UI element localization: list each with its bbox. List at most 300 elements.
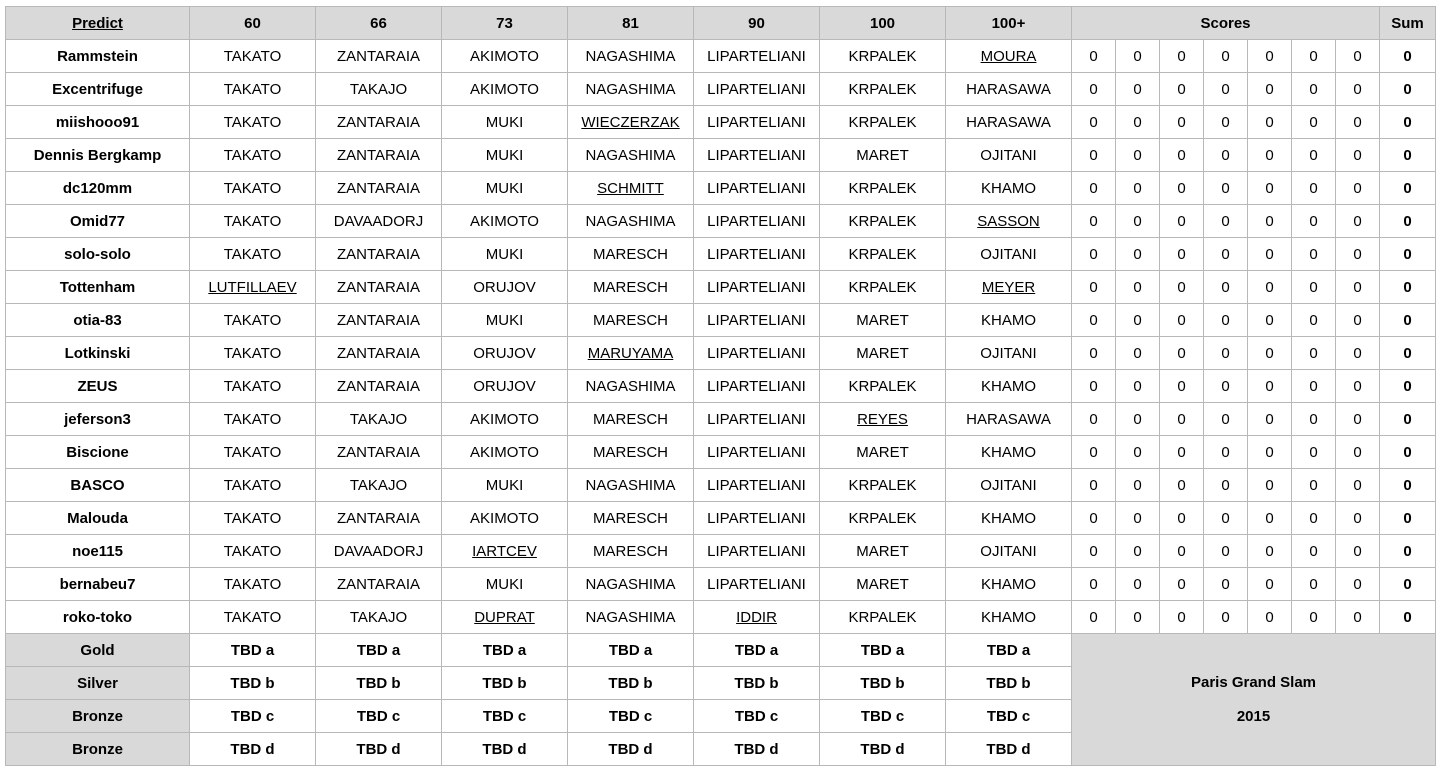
medal-label-cell[interactable]: Gold	[6, 634, 190, 667]
score-cell[interactable]: 0	[1072, 502, 1116, 535]
score-cell[interactable]: 0	[1248, 205, 1292, 238]
score-cell[interactable]: 0	[1292, 469, 1336, 502]
score-cell[interactable]: 0	[1160, 271, 1204, 304]
player-name-cell[interactable]: BASCO	[6, 469, 190, 502]
player-name-cell[interactable]: bernabeu7	[6, 568, 190, 601]
score-cell[interactable]: 0	[1292, 535, 1336, 568]
pick-cell[interactable]	[568, 172, 694, 205]
medal-result-cell[interactable]: TBD a	[820, 634, 946, 667]
pick-cell[interactable]	[442, 337, 568, 370]
sum-cell[interactable]: 0	[1380, 502, 1436, 535]
pick-cell[interactable]	[694, 502, 820, 535]
score-cell[interactable]: 0	[1248, 337, 1292, 370]
medal-label-cell[interactable]: Silver	[6, 667, 190, 700]
pick-cell[interactable]	[694, 469, 820, 502]
score-cell[interactable]: 0	[1160, 73, 1204, 106]
medal-result-cell[interactable]: TBD a	[568, 634, 694, 667]
medal-result-cell[interactable]: TBD a	[316, 634, 442, 667]
score-cell[interactable]: 0	[1292, 337, 1336, 370]
player-name-cell[interactable]: miishooo91	[6, 106, 190, 139]
pick-cell[interactable]	[190, 172, 316, 205]
score-cell[interactable]: 0	[1204, 73, 1248, 106]
pick-cell[interactable]	[946, 238, 1072, 271]
medal-result-cell[interactable]: TBD d	[820, 733, 946, 766]
score-cell[interactable]: 0	[1160, 172, 1204, 205]
pick-cell[interactable]	[190, 205, 316, 238]
score-cell[interactable]: 0	[1248, 370, 1292, 403]
score-cell[interactable]: 0	[1336, 238, 1380, 271]
pick-cell[interactable]	[190, 139, 316, 172]
pick-cell[interactable]	[694, 40, 820, 73]
score-cell[interactable]: 0	[1116, 238, 1160, 271]
pick-cell[interactable]	[316, 205, 442, 238]
pick-cell[interactable]	[946, 40, 1072, 73]
player-name-cell[interactable]: Omid77	[6, 205, 190, 238]
pick-cell[interactable]	[316, 436, 442, 469]
score-cell[interactable]: 0	[1204, 40, 1248, 73]
score-cell[interactable]: 0	[1292, 205, 1336, 238]
pick-cell[interactable]	[820, 568, 946, 601]
pick-cell[interactable]	[442, 370, 568, 403]
pick-cell[interactable]	[694, 370, 820, 403]
pick-cell[interactable]	[316, 403, 442, 436]
score-cell[interactable]: 0	[1116, 304, 1160, 337]
pick-cell[interactable]	[442, 535, 568, 568]
score-cell[interactable]: 0	[1072, 172, 1116, 205]
player-name-cell[interactable]: jeferson3	[6, 403, 190, 436]
pick-cell[interactable]	[442, 238, 568, 271]
sum-cell[interactable]: 0	[1380, 337, 1436, 370]
medal-result-cell[interactable]: TBD c	[820, 700, 946, 733]
weight-header[interactable]: 100	[820, 7, 946, 40]
score-cell[interactable]: 0	[1072, 337, 1116, 370]
score-cell[interactable]: 0	[1204, 337, 1248, 370]
score-cell[interactable]: 0	[1204, 139, 1248, 172]
score-cell[interactable]: 0	[1072, 205, 1116, 238]
score-cell[interactable]: 0	[1072, 40, 1116, 73]
pick-cell[interactable]	[316, 337, 442, 370]
medal-result-cell[interactable]: TBD b	[820, 667, 946, 700]
pick-cell[interactable]	[946, 370, 1072, 403]
player-name-cell[interactable]: Excentrifuge	[6, 73, 190, 106]
pick-cell[interactable]	[316, 73, 442, 106]
pick-cell[interactable]	[694, 436, 820, 469]
pick-cell[interactable]	[316, 172, 442, 205]
pick-cell[interactable]	[316, 304, 442, 337]
score-cell[interactable]: 0	[1336, 271, 1380, 304]
score-cell[interactable]: 0	[1336, 73, 1380, 106]
pick-cell[interactable]	[442, 601, 568, 634]
score-cell[interactable]: 0	[1116, 469, 1160, 502]
pick-cell[interactable]	[442, 40, 568, 73]
score-cell[interactable]: 0	[1292, 172, 1336, 205]
score-cell[interactable]: 0	[1160, 469, 1204, 502]
pick-cell[interactable]	[316, 568, 442, 601]
score-cell[interactable]: 0	[1204, 370, 1248, 403]
pick-cell[interactable]	[694, 106, 820, 139]
score-cell[interactable]: 0	[1116, 271, 1160, 304]
pick-cell[interactable]	[442, 73, 568, 106]
score-cell[interactable]: 0	[1248, 73, 1292, 106]
pick-cell[interactable]	[694, 73, 820, 106]
weight-header[interactable]: 100+	[946, 7, 1072, 40]
pick-cell[interactable]	[442, 139, 568, 172]
pick-cell[interactable]	[820, 601, 946, 634]
score-cell[interactable]: 0	[1336, 205, 1380, 238]
sum-cell[interactable]: 0	[1380, 40, 1436, 73]
pick-cell[interactable]	[442, 568, 568, 601]
score-cell[interactable]: 0	[1248, 469, 1292, 502]
score-cell[interactable]: 0	[1336, 535, 1380, 568]
pick-cell[interactable]	[442, 106, 568, 139]
pick-cell[interactable]	[568, 535, 694, 568]
pick-cell[interactable]	[568, 304, 694, 337]
pick-cell[interactable]	[442, 436, 568, 469]
score-cell[interactable]: 0	[1204, 238, 1248, 271]
pick-cell[interactable]	[316, 271, 442, 304]
pick-cell[interactable]	[820, 469, 946, 502]
pick-cell[interactable]	[820, 73, 946, 106]
score-cell[interactable]: 0	[1336, 469, 1380, 502]
score-cell[interactable]: 0	[1292, 502, 1336, 535]
score-cell[interactable]: 0	[1336, 568, 1380, 601]
pick-cell[interactable]	[190, 40, 316, 73]
score-cell[interactable]: 0	[1204, 601, 1248, 634]
medal-result-cell[interactable]: TBD b	[568, 667, 694, 700]
weight-header[interactable]: 81	[568, 7, 694, 40]
score-cell[interactable]: 0	[1072, 436, 1116, 469]
pick-cell[interactable]	[442, 205, 568, 238]
score-cell[interactable]: 0	[1072, 304, 1116, 337]
score-cell[interactable]: 0	[1292, 601, 1336, 634]
pick-cell[interactable]	[946, 601, 1072, 634]
sum-cell[interactable]: 0	[1380, 403, 1436, 436]
pick-cell[interactable]	[694, 568, 820, 601]
pick-cell[interactable]	[694, 205, 820, 238]
score-cell[interactable]: 0	[1116, 502, 1160, 535]
pick-cell[interactable]	[568, 568, 694, 601]
pick-cell[interactable]	[946, 172, 1072, 205]
score-cell[interactable]: 0	[1292, 403, 1336, 436]
score-cell[interactable]: 0	[1204, 172, 1248, 205]
player-name-cell[interactable]: Lotkinski	[6, 337, 190, 370]
pick-cell[interactable]	[568, 106, 694, 139]
pick-cell[interactable]	[568, 502, 694, 535]
score-cell[interactable]: 0	[1336, 601, 1380, 634]
score-cell[interactable]: 0	[1072, 106, 1116, 139]
score-cell[interactable]: 0	[1248, 40, 1292, 73]
medal-result-cell[interactable]: TBD c	[442, 700, 568, 733]
score-cell[interactable]: 0	[1248, 535, 1292, 568]
sum-header[interactable]: Sum	[1380, 7, 1436, 40]
pick-cell[interactable]	[568, 205, 694, 238]
sum-cell[interactable]: 0	[1380, 535, 1436, 568]
pick-cell[interactable]	[316, 106, 442, 139]
score-cell[interactable]: 0	[1116, 139, 1160, 172]
pick-cell[interactable]	[442, 403, 568, 436]
pick-cell[interactable]	[694, 139, 820, 172]
sum-cell[interactable]: 0	[1380, 172, 1436, 205]
medal-result-cell[interactable]: TBD c	[316, 700, 442, 733]
pick-cell[interactable]	[568, 40, 694, 73]
score-cell[interactable]: 0	[1292, 568, 1336, 601]
player-name-cell[interactable]: Biscione	[6, 436, 190, 469]
score-cell[interactable]: 0	[1292, 106, 1336, 139]
score-cell[interactable]: 0	[1116, 535, 1160, 568]
player-name-cell[interactable]: Tottenham	[6, 271, 190, 304]
score-cell[interactable]: 0	[1160, 304, 1204, 337]
pick-cell[interactable]	[820, 502, 946, 535]
pick-cell[interactable]	[190, 601, 316, 634]
score-cell[interactable]: 0	[1072, 370, 1116, 403]
pick-cell[interactable]	[568, 337, 694, 370]
pick-cell[interactable]	[694, 535, 820, 568]
score-cell[interactable]: 0	[1160, 337, 1204, 370]
score-cell[interactable]: 0	[1116, 73, 1160, 106]
medal-result-cell[interactable]: TBD d	[442, 733, 568, 766]
weight-header[interactable]: 60	[190, 7, 316, 40]
medal-result-cell[interactable]: TBD b	[442, 667, 568, 700]
score-cell[interactable]: 0	[1204, 469, 1248, 502]
pick-cell[interactable]	[694, 172, 820, 205]
pick-cell[interactable]	[316, 535, 442, 568]
score-cell[interactable]: 0	[1248, 403, 1292, 436]
score-cell[interactable]: 0	[1204, 205, 1248, 238]
pick-cell[interactable]	[820, 535, 946, 568]
pick-cell[interactable]	[946, 568, 1072, 601]
score-cell[interactable]: 0	[1204, 535, 1248, 568]
pick-cell[interactable]	[316, 40, 442, 73]
player-name-cell[interactable]: noe115	[6, 535, 190, 568]
score-cell[interactable]: 0	[1204, 304, 1248, 337]
pick-cell[interactable]	[442, 271, 568, 304]
score-cell[interactable]: 0	[1336, 172, 1380, 205]
pick-cell[interactable]	[190, 535, 316, 568]
sum-cell[interactable]: 0	[1380, 271, 1436, 304]
pick-cell[interactable]	[946, 469, 1072, 502]
score-cell[interactable]: 0	[1204, 403, 1248, 436]
pick-cell[interactable]	[568, 601, 694, 634]
medal-result-cell[interactable]: TBD c	[946, 700, 1072, 733]
pick-cell[interactable]	[190, 436, 316, 469]
pick-cell[interactable]	[568, 436, 694, 469]
score-cell[interactable]: 0	[1160, 238, 1204, 271]
medal-result-cell[interactable]: TBD d	[568, 733, 694, 766]
score-cell[interactable]: 0	[1116, 172, 1160, 205]
pick-cell[interactable]	[946, 304, 1072, 337]
pick-cell[interactable]	[820, 238, 946, 271]
pick-cell[interactable]	[946, 535, 1072, 568]
score-cell[interactable]: 0	[1248, 601, 1292, 634]
pick-cell[interactable]	[946, 502, 1072, 535]
score-cell[interactable]: 0	[1248, 238, 1292, 271]
medal-result-cell[interactable]: TBD a	[694, 634, 820, 667]
medal-result-cell[interactable]: TBD c	[694, 700, 820, 733]
medal-result-cell[interactable]: TBD c	[190, 700, 316, 733]
score-cell[interactable]: 0	[1072, 601, 1116, 634]
medal-result-cell[interactable]: TBD a	[442, 634, 568, 667]
score-cell[interactable]: 0	[1248, 106, 1292, 139]
score-cell[interactable]: 0	[1072, 238, 1116, 271]
medal-result-cell[interactable]: TBD c	[568, 700, 694, 733]
score-cell[interactable]: 0	[1116, 601, 1160, 634]
pick-cell[interactable]	[190, 370, 316, 403]
score-cell[interactable]: 0	[1072, 469, 1116, 502]
pick-cell[interactable]	[820, 271, 946, 304]
sum-cell[interactable]: 0	[1380, 304, 1436, 337]
sum-cell[interactable]: 0	[1380, 436, 1436, 469]
pick-cell[interactable]	[316, 502, 442, 535]
score-cell[interactable]: 0	[1204, 502, 1248, 535]
pick-cell[interactable]	[946, 205, 1072, 238]
medal-result-cell[interactable]: TBD b	[694, 667, 820, 700]
pick-cell[interactable]	[946, 337, 1072, 370]
medal-label-cell[interactable]: Bronze	[6, 700, 190, 733]
score-cell[interactable]: 0	[1072, 73, 1116, 106]
score-cell[interactable]: 0	[1160, 40, 1204, 73]
score-cell[interactable]: 0	[1292, 73, 1336, 106]
score-cell[interactable]: 0	[1336, 337, 1380, 370]
weight-header[interactable]: 73	[442, 7, 568, 40]
score-cell[interactable]: 0	[1336, 304, 1380, 337]
player-name-cell[interactable]: ZEUS	[6, 370, 190, 403]
sum-cell[interactable]: 0	[1380, 238, 1436, 271]
player-name-cell[interactable]: roko-toko	[6, 601, 190, 634]
score-cell[interactable]: 0	[1116, 205, 1160, 238]
score-cell[interactable]: 0	[1336, 436, 1380, 469]
score-cell[interactable]: 0	[1160, 601, 1204, 634]
medal-result-cell[interactable]: TBD d	[694, 733, 820, 766]
medal-result-cell[interactable]: TBD b	[190, 667, 316, 700]
sum-cell[interactable]: 0	[1380, 73, 1436, 106]
pick-cell[interactable]	[820, 106, 946, 139]
pick-cell[interactable]	[316, 601, 442, 634]
pick-cell[interactable]	[568, 238, 694, 271]
pick-cell[interactable]	[568, 469, 694, 502]
medal-result-cell[interactable]: TBD b	[316, 667, 442, 700]
pick-cell[interactable]	[190, 337, 316, 370]
pick-cell[interactable]	[568, 271, 694, 304]
pick-cell[interactable]	[946, 403, 1072, 436]
pick-cell[interactable]	[568, 73, 694, 106]
weight-header[interactable]: 66	[316, 7, 442, 40]
pick-cell[interactable]	[820, 172, 946, 205]
score-cell[interactable]: 0	[1336, 40, 1380, 73]
pick-cell[interactable]	[694, 238, 820, 271]
pick-cell[interactable]	[946, 73, 1072, 106]
pick-cell[interactable]	[190, 304, 316, 337]
pick-cell[interactable]	[946, 106, 1072, 139]
score-cell[interactable]: 0	[1116, 40, 1160, 73]
score-cell[interactable]: 0	[1160, 502, 1204, 535]
score-cell[interactable]: 0	[1072, 139, 1116, 172]
pick-cell[interactable]	[820, 40, 946, 73]
medal-result-cell[interactable]: TBD a	[946, 634, 1072, 667]
score-cell[interactable]: 0	[1248, 304, 1292, 337]
pick-cell[interactable]	[442, 469, 568, 502]
score-cell[interactable]: 0	[1248, 172, 1292, 205]
weight-header[interactable]: 90	[694, 7, 820, 40]
score-cell[interactable]: 0	[1116, 568, 1160, 601]
pick-cell[interactable]	[190, 403, 316, 436]
score-cell[interactable]: 0	[1336, 139, 1380, 172]
pick-cell[interactable]	[820, 304, 946, 337]
score-cell[interactable]: 0	[1160, 436, 1204, 469]
score-cell[interactable]: 0	[1116, 370, 1160, 403]
pick-cell[interactable]	[568, 403, 694, 436]
pick-cell[interactable]	[946, 271, 1072, 304]
medal-result-cell[interactable]: TBD a	[190, 634, 316, 667]
player-name-cell[interactable]: solo-solo	[6, 238, 190, 271]
pick-cell[interactable]	[190, 238, 316, 271]
sum-cell[interactable]: 0	[1380, 568, 1436, 601]
score-cell[interactable]: 0	[1116, 337, 1160, 370]
score-cell[interactable]: 0	[1160, 139, 1204, 172]
score-cell[interactable]: 0	[1160, 568, 1204, 601]
predict-header[interactable]: Predict	[6, 7, 190, 40]
pick-cell[interactable]	[946, 139, 1072, 172]
score-cell[interactable]: 0	[1072, 535, 1116, 568]
pick-cell[interactable]	[694, 337, 820, 370]
medal-result-cell[interactable]: TBD b	[946, 667, 1072, 700]
pick-cell[interactable]	[190, 502, 316, 535]
score-cell[interactable]: 0	[1248, 139, 1292, 172]
pick-cell[interactable]	[442, 502, 568, 535]
score-cell[interactable]: 0	[1336, 370, 1380, 403]
pick-cell[interactable]	[820, 436, 946, 469]
pick-cell[interactable]	[190, 568, 316, 601]
pick-cell[interactable]	[442, 304, 568, 337]
score-cell[interactable]: 0	[1336, 502, 1380, 535]
score-cell[interactable]: 0	[1292, 370, 1336, 403]
pick-cell[interactable]	[694, 271, 820, 304]
sum-cell[interactable]: 0	[1380, 601, 1436, 634]
pick-cell[interactable]	[820, 205, 946, 238]
pick-cell[interactable]	[820, 403, 946, 436]
sum-cell[interactable]: 0	[1380, 106, 1436, 139]
pick-cell[interactable]	[316, 238, 442, 271]
medal-result-cell[interactable]: TBD d	[190, 733, 316, 766]
pick-cell[interactable]	[820, 370, 946, 403]
player-name-cell[interactable]: dc120mm	[6, 172, 190, 205]
score-cell[interactable]: 0	[1292, 436, 1336, 469]
pick-cell[interactable]	[694, 601, 820, 634]
score-cell[interactable]: 0	[1160, 403, 1204, 436]
score-cell[interactable]: 0	[1292, 271, 1336, 304]
event-title-cell[interactable]	[1072, 634, 1436, 766]
score-cell[interactable]: 0	[1248, 502, 1292, 535]
score-cell[interactable]: 0	[1160, 535, 1204, 568]
score-cell[interactable]: 0	[1072, 403, 1116, 436]
score-cell[interactable]: 0	[1204, 271, 1248, 304]
pick-cell[interactable]	[568, 370, 694, 403]
pick-cell[interactable]	[190, 271, 316, 304]
sum-cell[interactable]: 0	[1380, 139, 1436, 172]
score-cell[interactable]: 0	[1204, 106, 1248, 139]
score-cell[interactable]: 0	[1116, 106, 1160, 139]
score-cell[interactable]: 0	[1336, 106, 1380, 139]
score-cell[interactable]: 0	[1248, 271, 1292, 304]
score-cell[interactable]: 0	[1072, 271, 1116, 304]
score-cell[interactable]: 0	[1292, 40, 1336, 73]
score-cell[interactable]: 0	[1248, 436, 1292, 469]
pick-cell[interactable]	[694, 304, 820, 337]
score-cell[interactable]: 0	[1072, 568, 1116, 601]
player-name-cell[interactable]: otia-83	[6, 304, 190, 337]
player-name-cell[interactable]: Dennis Bergkamp	[6, 139, 190, 172]
score-cell[interactable]: 0	[1204, 568, 1248, 601]
score-cell[interactable]: 0	[1292, 238, 1336, 271]
